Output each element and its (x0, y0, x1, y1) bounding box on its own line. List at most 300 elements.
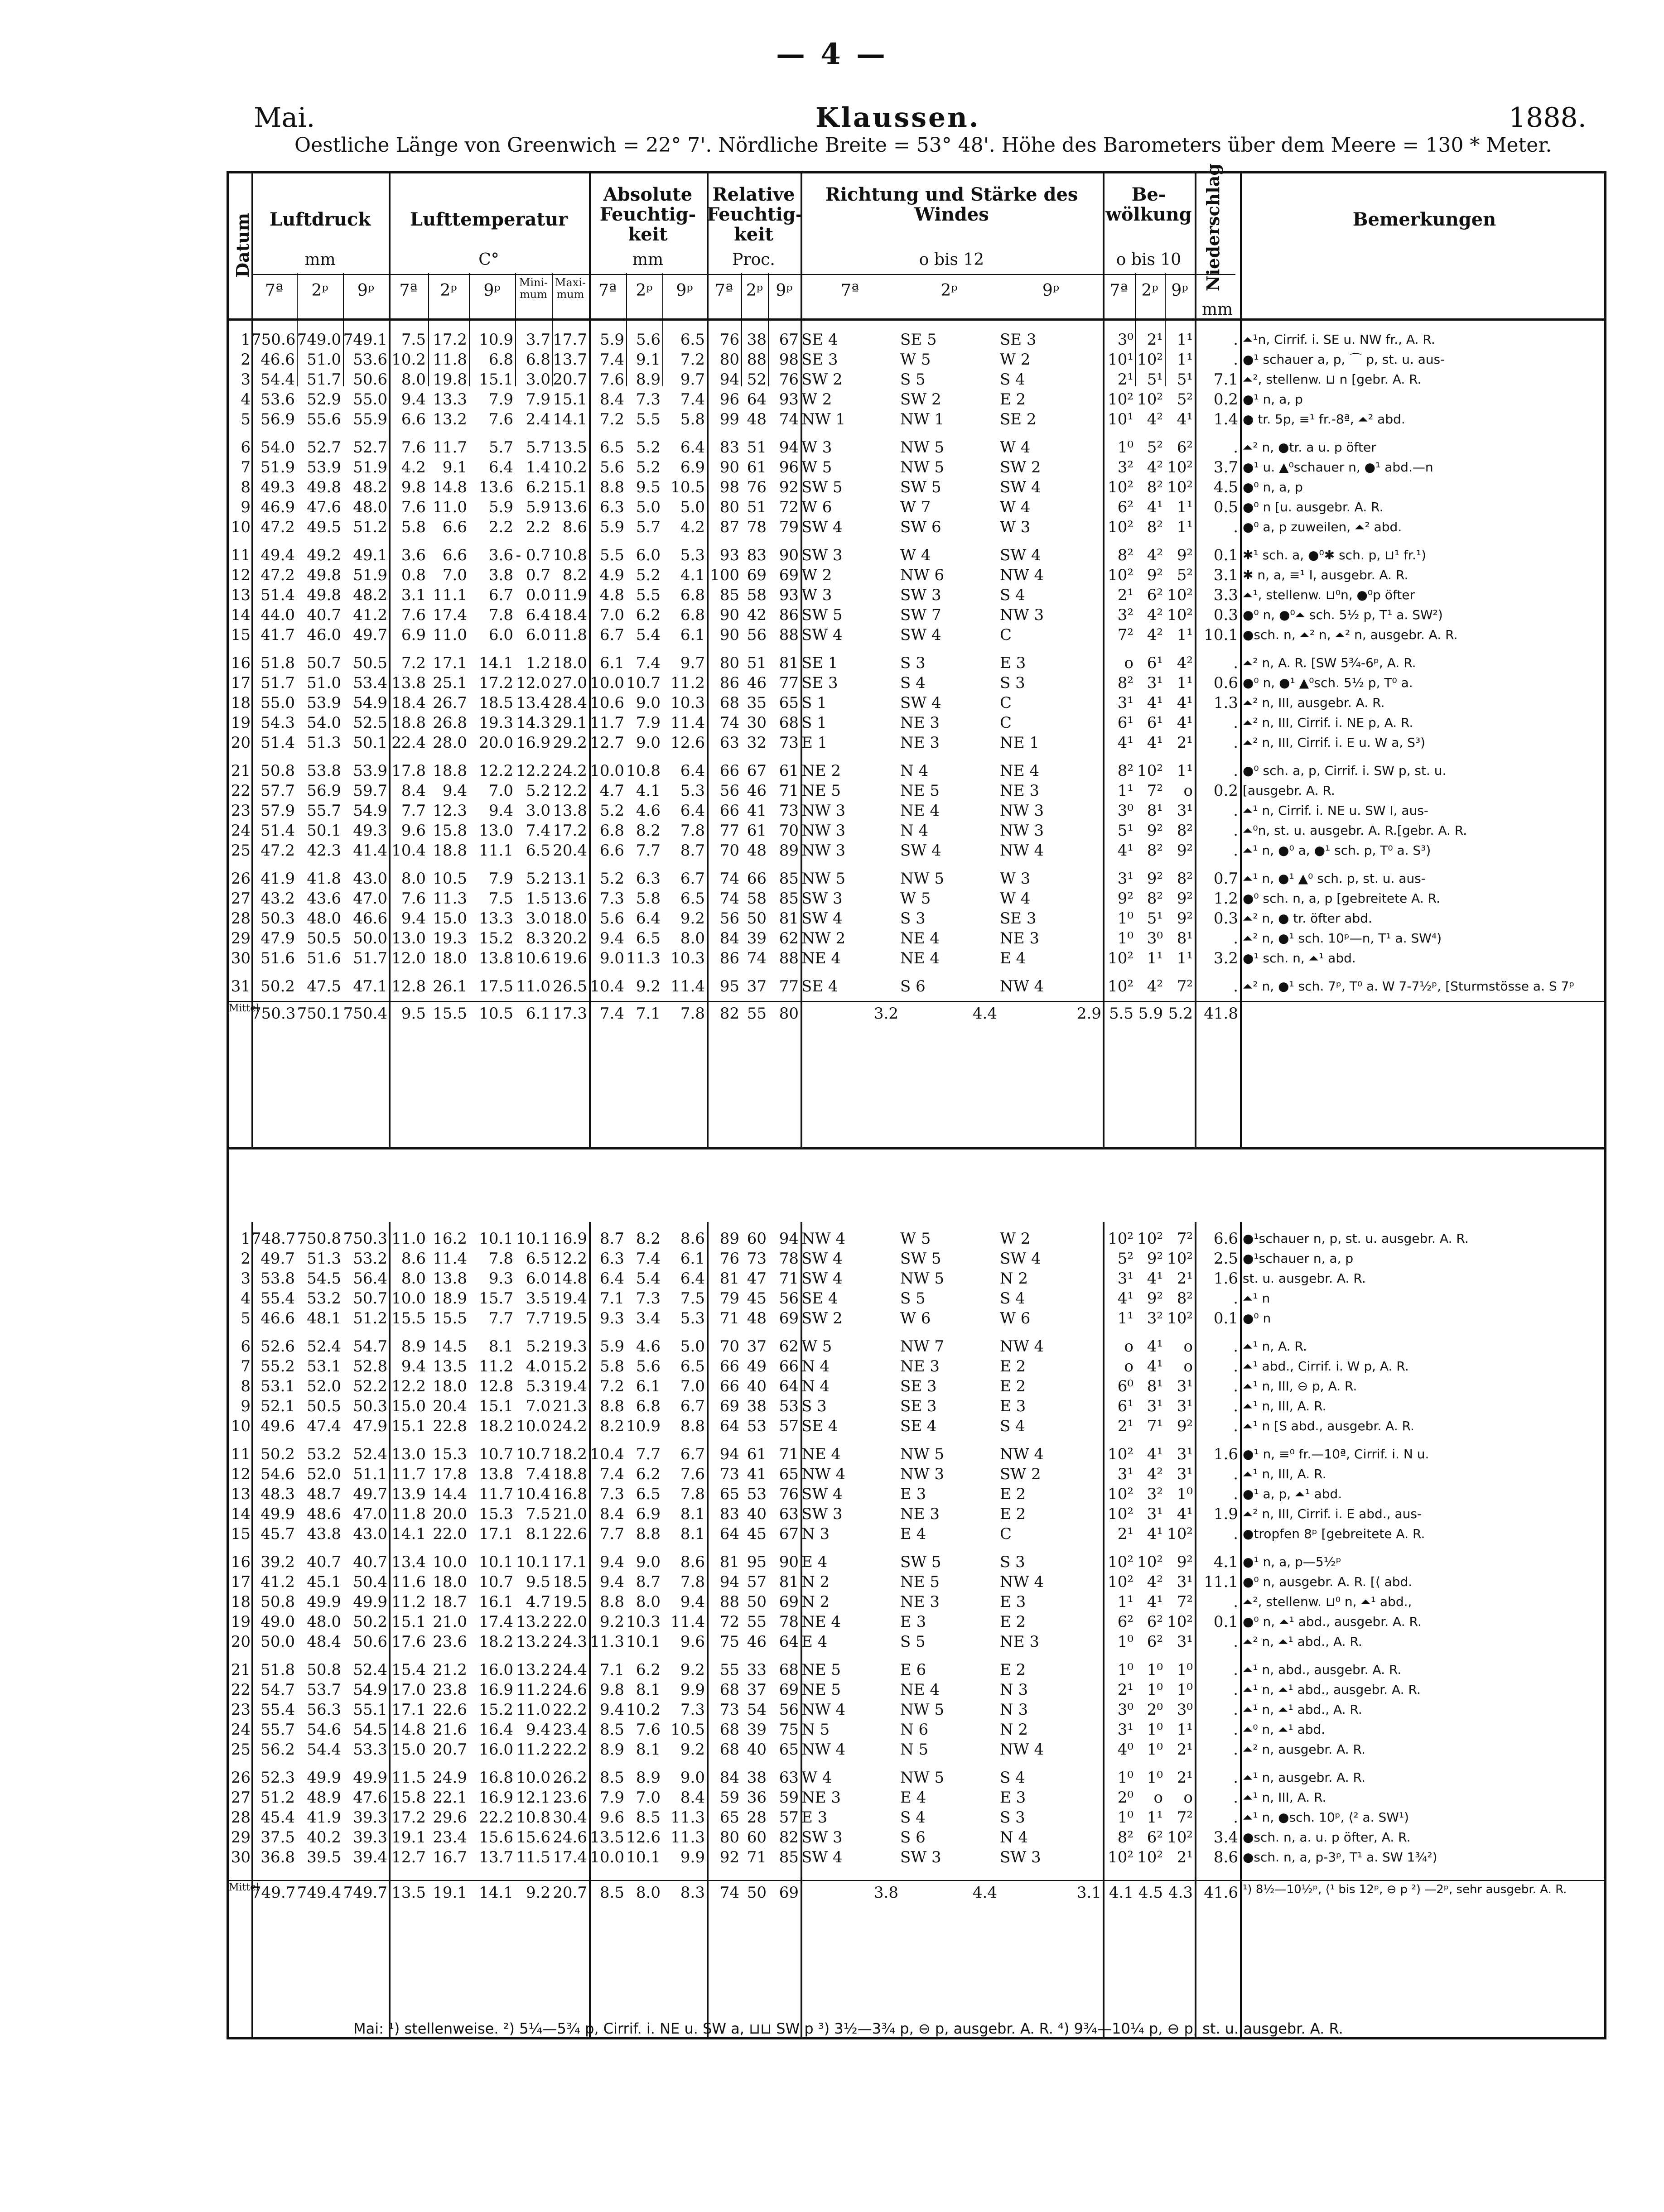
cell: 11.4 (433, 1250, 467, 1268)
cell: 54.0 (307, 714, 341, 732)
cell: 10² (1108, 949, 1133, 967)
cell: 2¹ (1117, 1525, 1133, 1543)
cell: 3¹ (1117, 870, 1133, 888)
cell: 10² (1108, 1445, 1133, 1463)
cell: ⏶² n, III, ausgebr. A. R. (1243, 695, 1385, 710)
cell: 7.9 (599, 1789, 624, 1807)
cell: 50.7 (353, 1289, 387, 1308)
cell: 15.1 (553, 390, 587, 409)
cell: 9.0 (599, 949, 624, 967)
cell: 11.6 (391, 1573, 426, 1591)
cell: 5.8 (636, 890, 661, 908)
cell: 64 (747, 390, 767, 409)
cell: 100 (710, 566, 739, 584)
cell: 51.9 (353, 566, 387, 584)
cell: 7.5 (680, 1289, 705, 1308)
table-row (229, 673, 1604, 693)
cell: 55 (719, 1661, 739, 1679)
cell: 86 (719, 949, 739, 967)
cell: 10.0 (590, 1848, 624, 1866)
cell: 749.4 (297, 1884, 341, 1902)
cell: 81 (779, 654, 799, 672)
cell: ●⁰ sch. n, a, p [gebreitete A. R. (1243, 891, 1440, 906)
cell: 93 (719, 546, 739, 564)
cell: 8.8 (599, 1397, 624, 1415)
cell: 10.1 (479, 1553, 513, 1571)
table-row (229, 1847, 1604, 1867)
cell: 53.8 (307, 762, 341, 780)
cell: 41 (747, 802, 767, 820)
cell: 0.7 (1213, 870, 1238, 888)
cell: 7² (1147, 782, 1163, 800)
cell: st. u. ausgebr. A. R. (1243, 1271, 1366, 1286)
cell: 5 (241, 410, 251, 428)
cell: N 2 (1000, 1269, 1028, 1288)
cell: N 4 (1000, 1828, 1028, 1847)
header-rel-unit: Proc. (732, 250, 775, 269)
cell: 6.7 (488, 586, 513, 604)
cell: 55.0 (260, 694, 295, 712)
cell: 68 (719, 1741, 739, 1759)
cell: SW 4 (900, 694, 941, 712)
cell: 39.4 (353, 1848, 387, 1866)
cell: 79 (719, 1289, 739, 1308)
cell: 10² (1167, 478, 1193, 496)
cell: 20 (231, 734, 251, 752)
cell: 49.7 (353, 626, 387, 644)
cell: 54.6 (260, 1465, 295, 1483)
cell: 80 (779, 1005, 799, 1023)
cell: 4¹ (1117, 842, 1133, 860)
cell: ⏶² n, III, Cirrif. i. NE p, A. R. (1243, 715, 1413, 730)
cell: 4¹ (1117, 734, 1133, 752)
cell: 2¹ (1177, 1741, 1193, 1759)
cell: 3.0 (526, 909, 550, 928)
cell: 46.6 (260, 1309, 295, 1327)
cell: 11.3 (670, 1808, 705, 1827)
cell: 4² (1147, 1465, 1163, 1483)
cell: W 5 (801, 1337, 832, 1356)
table-row (229, 693, 1604, 713)
cell: 25 (231, 1741, 251, 1759)
cell: E 2 (1000, 1377, 1026, 1395)
cell: 27.0 (553, 674, 587, 692)
cell: 4.4 (972, 1005, 997, 1023)
cell: 55.2 (260, 1357, 295, 1375)
cell: 39 (747, 929, 767, 947)
cell: 11.3 (433, 890, 467, 908)
cell: NE 4 (801, 1445, 841, 1463)
cell: 6.4 (680, 1269, 705, 1288)
cell: 73 (779, 734, 799, 752)
cell: ●¹ schauer a, p, ⌒ p, st. u. aus- (1243, 352, 1445, 367)
cell: NE 3 (1000, 1633, 1040, 1651)
header-abs-unit: mm (632, 250, 664, 269)
cell: 88 (747, 351, 767, 369)
cell: 4¹ (1117, 1289, 1133, 1308)
cell: 66 (719, 802, 739, 820)
cell: 81 (779, 1573, 799, 1591)
cell: 0.5 (1213, 498, 1238, 516)
cell: 29 (231, 1828, 251, 1847)
cell: NE 3 (801, 1789, 841, 1807)
cell: 9² (1147, 1289, 1163, 1308)
cell: 2.9 (1076, 1005, 1101, 1023)
cell: 6.2 (636, 1661, 661, 1679)
cell: 10² (1137, 762, 1163, 780)
cell: 52.8 (353, 1357, 387, 1375)
cell: 56.9 (307, 782, 341, 800)
cell: 9 (241, 1397, 251, 1415)
cell: 6.4 (526, 606, 550, 624)
cell: 55.1 (353, 1701, 387, 1719)
cell: W 5 (900, 351, 931, 369)
cell: 37.5 (260, 1828, 295, 1847)
cell: W 4 (1000, 890, 1031, 908)
cell: 20.7 (553, 370, 587, 389)
cell: 3.1 (401, 586, 426, 604)
cell: 11.2 (391, 1593, 426, 1611)
cell: SW 5 (801, 606, 843, 624)
cell: 3.0 (526, 370, 550, 389)
cell: 43.0 (353, 870, 387, 888)
cell: 48.6 (307, 1505, 341, 1523)
cell: 18.8 (433, 842, 467, 860)
cell: NE 5 (900, 782, 940, 800)
cell: 10.2 (553, 458, 587, 476)
cell: E 6 (900, 1661, 926, 1679)
cell: 26 (231, 870, 251, 888)
cell: 3¹ (1177, 1397, 1193, 1415)
cell: . (1233, 1377, 1238, 1395)
cell: 7.2 (599, 1377, 624, 1395)
cell: 84 (719, 929, 739, 947)
cell: 11.0 (433, 498, 467, 516)
cell: 50.4 (353, 1573, 387, 1591)
cell: 69 (719, 1397, 739, 1415)
cell: 5.2 (636, 458, 661, 476)
cell: 19.1 (433, 1884, 467, 1902)
header-luftdruck-unit: mm (304, 250, 336, 269)
cell: 43.8 (307, 1525, 341, 1543)
table-row (229, 653, 1604, 673)
cell: E 4 (1000, 949, 1026, 967)
cell: 49.4 (260, 546, 295, 564)
cell: 69 (779, 1309, 799, 1327)
cell: 3⁰ (1117, 1701, 1133, 1719)
cell: ●⁰ n, ⏶¹ abd., ausgebr. A. R. (1243, 1614, 1422, 1629)
cell: 54.9 (353, 802, 387, 820)
cell: 73 (719, 1701, 739, 1719)
cell: 51.9 (260, 458, 295, 476)
cell: 1.5 (526, 890, 550, 908)
cell: 74 (719, 890, 739, 908)
cell: 13.3 (433, 390, 467, 409)
cell: 13.9 (391, 1485, 426, 1503)
cell: 5.6 (599, 458, 624, 476)
header-bew: Be- wölkung (1105, 184, 1192, 225)
cell: . (1233, 1741, 1238, 1759)
cell: ●¹ u. ▲⁰schauer n, ●¹ abd.—n (1243, 460, 1433, 475)
cell: 7.3 (599, 1485, 624, 1503)
cell: 3¹ (1177, 1465, 1193, 1483)
cell: 51.4 (260, 822, 295, 840)
table-row (229, 1768, 1604, 1788)
cell: 13.6 (553, 890, 587, 908)
cell: 53.2 (353, 1250, 387, 1268)
cell: NW 5 (900, 1769, 945, 1787)
cell: 73 (719, 1465, 739, 1483)
cell: 46 (747, 1633, 767, 1651)
cell: W 5 (900, 1230, 931, 1248)
cell: 1¹ (1177, 626, 1193, 644)
cell: 6.3 (636, 870, 661, 888)
cell: 6.7 (680, 1445, 705, 1463)
cell: 6.7 (680, 870, 705, 888)
cell: 47.0 (353, 1505, 387, 1523)
cell: 0.3 (1213, 909, 1238, 928)
cell: ●⁰ n, ●⁰⏶ sch. 5½ p, T¹ a. SW²) (1243, 607, 1443, 622)
cell: 3.8 (488, 566, 513, 584)
cell: 10.1 (479, 1230, 513, 1248)
cell: 15.4 (391, 1661, 426, 1679)
cell: 10² (1137, 1553, 1163, 1571)
cell: 19.4 (553, 1377, 587, 1395)
cell: 46.0 (307, 626, 341, 644)
cell: 13.5 (391, 1884, 426, 1902)
cell: 8.3 (526, 929, 550, 947)
cell: 14.8 (553, 1269, 587, 1288)
cell: 50.2 (260, 977, 295, 995)
cell: 9.5 (636, 478, 661, 496)
cell: 13.5 (433, 1357, 467, 1375)
subheader-t7: 7ª (714, 281, 733, 300)
cell: 46.9 (260, 498, 295, 516)
cell: 10² (1108, 977, 1133, 995)
cell: 4.7 (599, 782, 624, 800)
cell: 22 (231, 782, 251, 800)
cell: NW 5 (900, 1269, 945, 1288)
cell: 10.1 (516, 1230, 550, 1248)
cell: . (1233, 1681, 1238, 1699)
cell: SW 3 (801, 890, 843, 908)
cell: 6.4 (680, 762, 705, 780)
cell: 10² (1108, 390, 1133, 409)
cell: 19.4 (553, 1289, 587, 1308)
cell: 9² (1147, 1250, 1163, 1268)
cell: 43.0 (353, 1525, 387, 1543)
cell: 15.2 (553, 1357, 587, 1375)
cell: 8.4 (599, 1505, 624, 1523)
table-row (229, 1356, 1604, 1376)
cell: 48 (747, 842, 767, 860)
cell: ⏶⁰n, st. u. ausgebr. A. R.[gebr. A. R. (1243, 823, 1467, 838)
cell: 10.8 (626, 762, 661, 780)
cell: 1⁰ (1177, 1661, 1193, 1679)
cell: 63 (719, 734, 739, 752)
cell: ●¹ a, p, ⏶¹ abd. (1243, 1486, 1342, 1501)
cell: 12.8 (391, 977, 426, 995)
cell: 10² (1108, 478, 1133, 496)
cell: 4.5 (1138, 1884, 1163, 1902)
cell: 51.3 (307, 734, 341, 752)
cell: 76 (719, 1250, 739, 1268)
cell: 18.0 (433, 1573, 467, 1591)
cell: 29.6 (433, 1808, 467, 1827)
cell: 21.0 (433, 1613, 467, 1631)
cell: 21.2 (433, 1661, 467, 1679)
table-row (229, 1269, 1604, 1289)
subheader-t7: 7ª (598, 281, 617, 300)
cell: 16 (231, 654, 251, 672)
cell: ● tr. 5p, ≡¹ fr.-8ª, ⏶² abd. (1243, 412, 1405, 427)
cell: 7 (241, 1357, 251, 1375)
cell: 47.5 (307, 977, 341, 995)
cell: S 5 (900, 1289, 926, 1308)
cell: 55.6 (307, 410, 341, 428)
cell: 7.9 (488, 870, 513, 888)
cell: 4² (1177, 654, 1193, 672)
cell: SE 4 (801, 331, 838, 349)
cell: 94 (779, 438, 799, 457)
cell: 0.0 (526, 586, 550, 604)
cell: NW 6 (900, 566, 945, 584)
cell: 11.7 (479, 1485, 513, 1503)
cell: 23.8 (433, 1681, 467, 1699)
cell: 15.0 (433, 909, 467, 928)
cell: 13.5 (590, 1828, 624, 1847)
cell: E 2 (1000, 1357, 1026, 1375)
cell: SW 4 (1000, 546, 1041, 564)
cell: NE 3 (900, 734, 940, 752)
cell: 90 (719, 626, 739, 644)
cell: 9.0 (636, 734, 661, 752)
cell: 10² (1167, 1525, 1193, 1543)
cell: 40.7 (307, 1553, 341, 1571)
cell: 54.7 (260, 1681, 295, 1699)
cell: 16.9 (479, 1789, 513, 1807)
header-datum: Datum (232, 213, 253, 278)
subheader-min: Mini- mum (519, 276, 548, 301)
cell: S 4 (1000, 1769, 1025, 1787)
cell: 18.8 (391, 714, 426, 732)
cell: 11 (231, 1445, 251, 1463)
cell: 63 (779, 1769, 799, 1787)
cell: 30.4 (553, 1808, 587, 1827)
cell: 9.5 (526, 1573, 550, 1591)
cell: 5.5 (599, 546, 624, 564)
cell: 4.8 (599, 586, 624, 604)
cell: 66 (719, 762, 739, 780)
cell: 1¹ (1177, 949, 1193, 967)
cell: 27 (231, 1789, 251, 1807)
cell: 53.6 (260, 390, 295, 409)
cell: 19.5 (553, 1309, 587, 1327)
cell: 3.1 (1076, 1884, 1101, 1902)
cell: 9.5 (401, 1005, 426, 1023)
cell: 59 (719, 1789, 739, 1807)
cell: 51.8 (260, 1661, 295, 1679)
cell: ●⁰ sch. a, p, Cirrif. i. SW p, st. u. (1243, 763, 1447, 778)
cell: 7² (1177, 1230, 1193, 1248)
cell: 2.5 (1213, 1250, 1238, 1268)
cell: 17.1 (433, 654, 467, 672)
cell: 8² (1147, 478, 1163, 496)
header-bottom-rule (229, 318, 1604, 321)
cell: 10.1 (626, 1633, 661, 1651)
cell: 5.8 (599, 1357, 624, 1375)
cell: 4² (1147, 1573, 1163, 1591)
cell: 10.0 (433, 1553, 467, 1571)
cell: 35 (747, 694, 767, 712)
cell: 43.2 (260, 890, 295, 908)
cell: S 5 (900, 370, 926, 389)
cell: 15 (231, 626, 251, 644)
cell: 9.2 (599, 1613, 624, 1631)
cell: 48 (747, 1309, 767, 1327)
cell: 90 (779, 546, 799, 564)
cell: 7.6 (401, 606, 426, 624)
cell: NW 4 (801, 1230, 846, 1248)
cell: 10.1 (1204, 626, 1238, 644)
cell: N 4 (900, 762, 929, 780)
cell: 71 (779, 1445, 799, 1463)
cell: 5.3 (680, 546, 705, 564)
cell: 56 (719, 782, 739, 800)
cell: - 0.7 (516, 546, 550, 564)
cell: SW 4 (1000, 478, 1041, 496)
cell: ⏶¹ n [S abd., ausgebr. A. R. (1243, 1419, 1415, 1433)
cell: 12.0 (516, 674, 550, 692)
cell: 54 (747, 1701, 767, 1719)
cell: NW 4 (801, 1741, 846, 1759)
cell: 13.4 (391, 1553, 426, 1571)
cell: 23.4 (553, 1721, 587, 1739)
table-row (229, 821, 1604, 841)
cell: 16.9 (516, 734, 550, 752)
cell: 45.4 (260, 1808, 295, 1827)
cell: 8² (1117, 546, 1133, 564)
cell: NW 3 (1000, 802, 1044, 820)
cell: 1⁰ (1117, 1661, 1133, 1679)
cell: 44.0 (260, 606, 295, 624)
cell: 3² (1117, 458, 1133, 476)
cell: 11.3 (590, 1633, 624, 1651)
cell: 6.6 (599, 842, 624, 860)
cell: 15.8 (391, 1789, 426, 1807)
cell: E 4 (801, 1553, 828, 1571)
cell: 57 (779, 1417, 799, 1435)
cell: SW 3 (1000, 1848, 1041, 1866)
cell: 20.2 (553, 929, 587, 947)
cell: NE 4 (1000, 762, 1040, 780)
cell: 17.1 (553, 1553, 587, 1571)
cell: NW 4 (1000, 1741, 1044, 1759)
cell: S 4 (900, 1808, 926, 1827)
cell: 13.2 (516, 1613, 550, 1631)
cell: 5.6 (599, 909, 624, 928)
cell: 6.7 (680, 1397, 705, 1415)
cell: 17.2 (391, 1808, 426, 1827)
cell: 66 (719, 1377, 739, 1395)
cell: 5² (1117, 1250, 1133, 1268)
cell: 15.1 (479, 370, 513, 389)
cell: 19.6 (553, 949, 587, 967)
cell: 6.0 (488, 626, 513, 644)
cell: 50.2 (353, 1613, 387, 1631)
table-row (229, 1680, 1604, 1700)
cell: 11.0 (516, 977, 550, 995)
